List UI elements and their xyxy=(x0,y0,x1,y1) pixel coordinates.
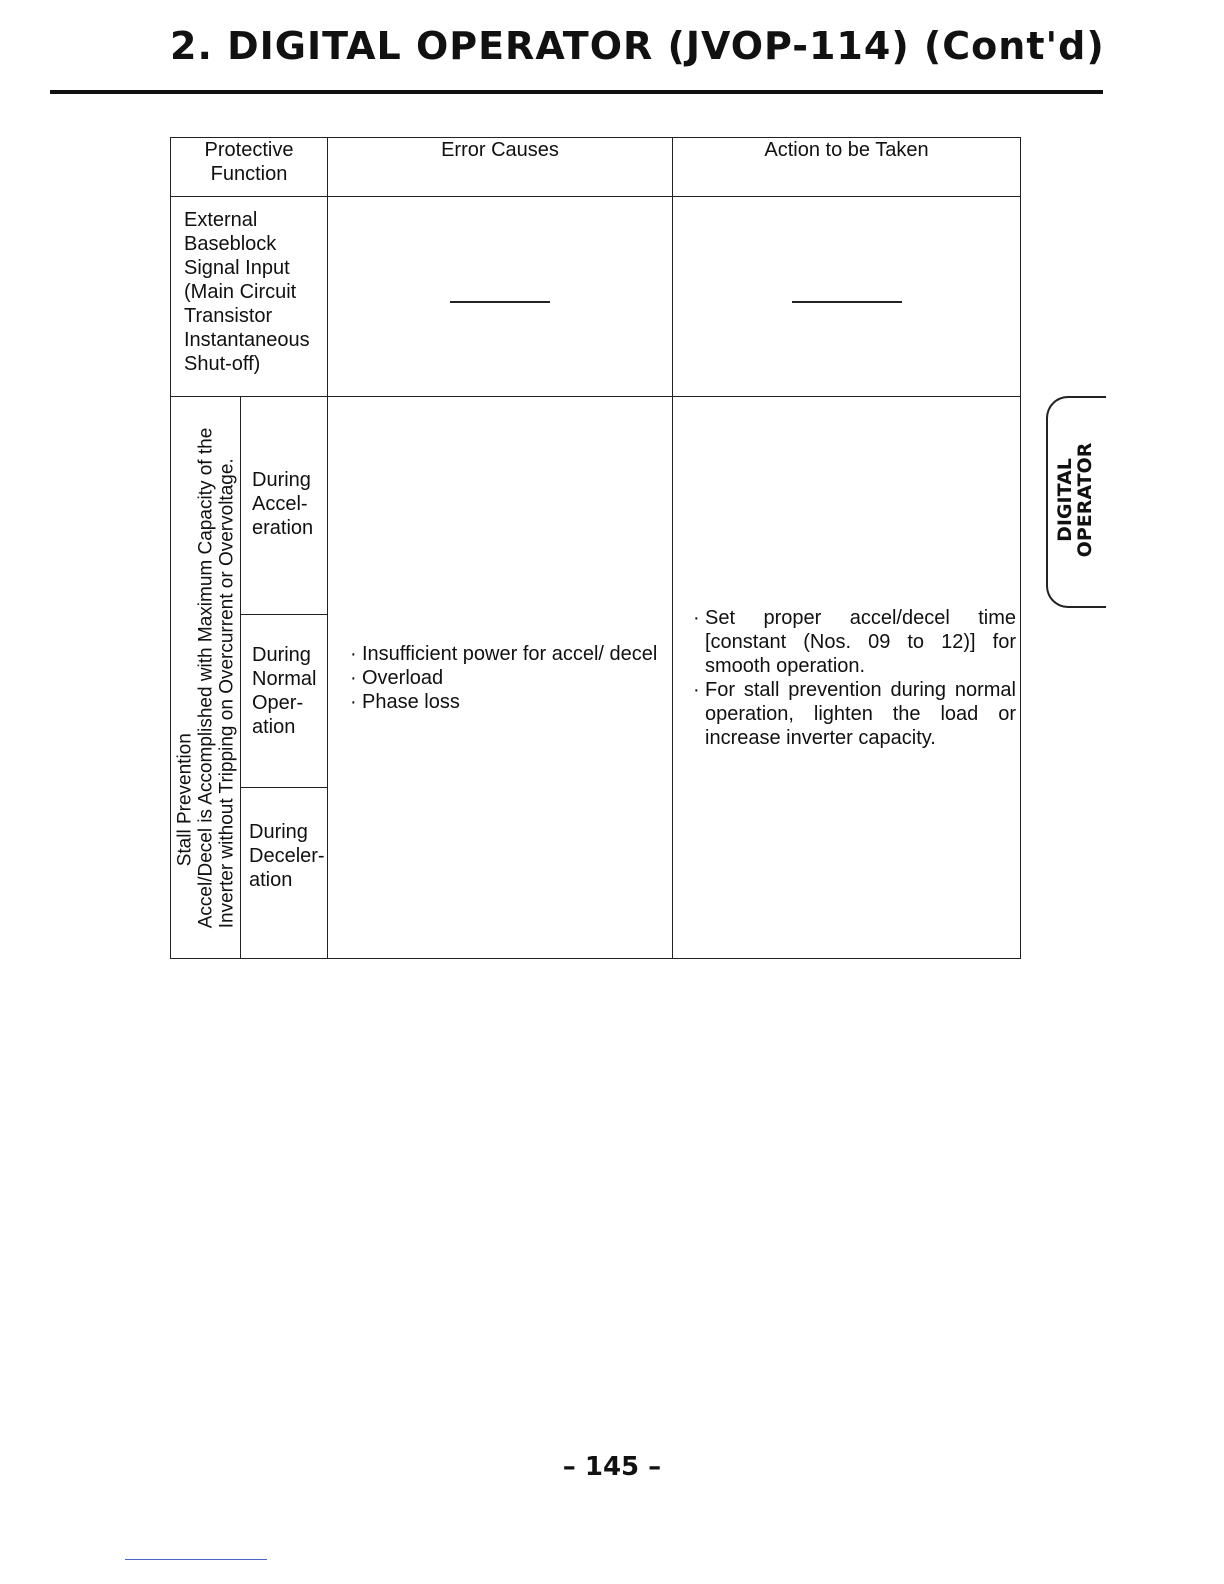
external-baseblock-function: External Baseblock Signal Input (Main Circuit Transistor Instantaneous Shut-off) xyxy=(171,197,328,397)
list-item: · Overload xyxy=(350,666,444,689)
external-baseblock-causes xyxy=(328,197,673,397)
section-tab-label: DIGITAL OPERATOR xyxy=(1054,442,1096,558)
header-error-causes: Error Causes xyxy=(328,138,673,197)
header-protective-function: Protective Function xyxy=(171,138,328,197)
list-item: · Insufficient power for accel/ decel xyxy=(350,642,658,665)
stall-during-normal-operation: During Normal Oper- ation xyxy=(241,615,328,788)
bottom-divider xyxy=(125,1559,267,1560)
stall-prevention-group-label xyxy=(171,397,241,959)
table-row-stall-accel xyxy=(171,397,1021,615)
stall-prevention-vertical-text: Stall Prevention Accel/Decel is Accomplished with Maximum Capacity of the Inverter without Tripping on Overcurrent or Overvoltage. xyxy=(174,427,237,928)
protective-function-table xyxy=(170,137,1021,959)
page-number: – 145 – xyxy=(562,1452,662,1482)
external-baseblock-action xyxy=(673,197,1021,397)
stall-during-deceleration: During Deceler- ation xyxy=(241,788,328,959)
list-item: · Set proper accel/decel time [constant (Nos. 09 to 12)] for smooth operation. xyxy=(693,606,1016,677)
empty-dash xyxy=(450,301,550,303)
table-row-external-baseblock xyxy=(171,197,1021,397)
list-item: · For stall prevention during normal operation, lighten the load or increase inverter capacity. xyxy=(693,678,1016,749)
page-title: 2. DIGITAL OPERATOR (JVOP-114) (Cont'd) xyxy=(170,24,1105,68)
table-header-row xyxy=(171,138,1021,197)
header-action: Action to be Taken xyxy=(673,138,1021,197)
empty-dash xyxy=(792,301,902,303)
stall-actions xyxy=(673,397,1021,959)
stall-during-acceleration: During Accel- eration xyxy=(241,397,328,615)
stall-error-causes xyxy=(328,397,673,959)
title-rule xyxy=(50,90,1103,94)
list-item: · Phase loss xyxy=(350,690,460,713)
